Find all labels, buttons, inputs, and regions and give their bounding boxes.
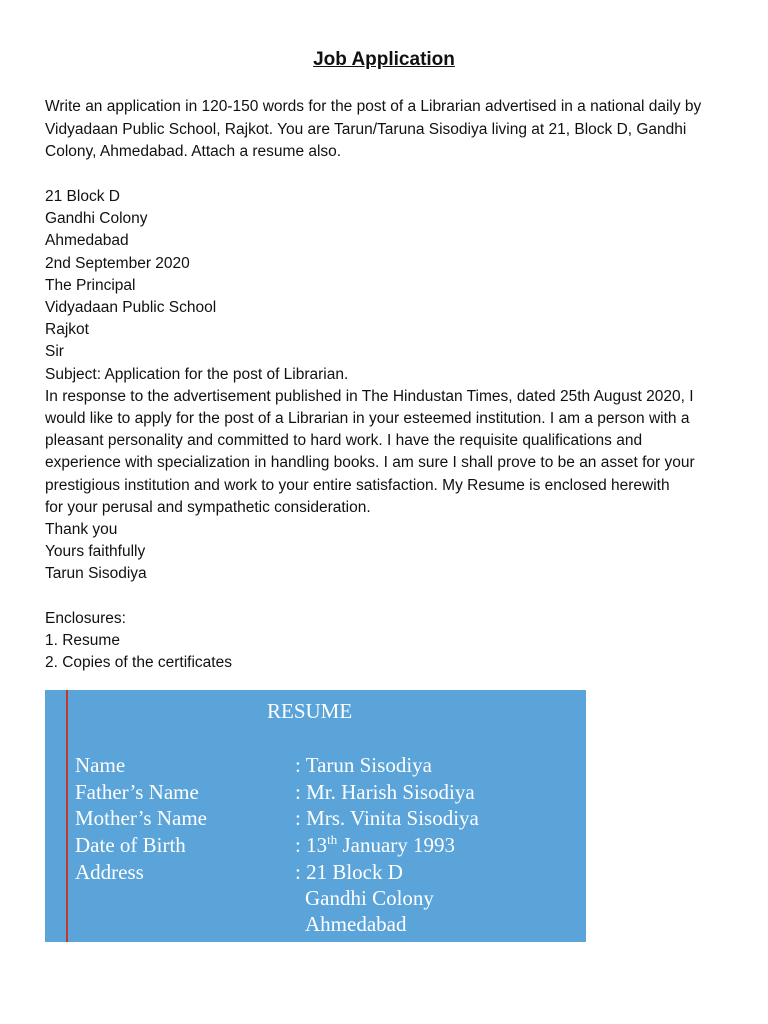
spacer <box>45 586 735 608</box>
letter-body-line: for your perusal and sympathetic consideration. <box>45 498 371 516</box>
enclosure-item: 2. Copies of the certificates <box>45 654 232 672</box>
resume-value: : Tarun Sisodiya <box>295 753 432 777</box>
resume-label: Name <box>75 753 126 777</box>
closing-line: Yours faithfully <box>45 543 146 561</box>
resume-label: Mother’s Name <box>75 806 207 830</box>
signature-name: Tarun Sisodiya <box>45 565 147 583</box>
address-continuation: Gandhi Colony <box>305 886 434 910</box>
resume-label: Father’s Name <box>75 780 199 804</box>
dob-suffix: January 1993 <box>337 833 456 857</box>
resume-image <box>45 690 586 942</box>
sender-address-line: Ahmedabad <box>45 232 129 250</box>
address-continuation: Ahmedabad <box>305 912 407 936</box>
sender-address-line: 21 Block D <box>45 188 120 205</box>
resume-label: Date of Birth <box>75 833 186 857</box>
resume-value: : Mr. Harish Sisodiya <box>295 780 475 804</box>
recipient-line: Vidyadaan Public School <box>45 299 217 317</box>
application-letter <box>45 186 735 674</box>
letter-body-line: prestigious institution and work to your entire satisfaction. My Resume is enclosed herewith <box>45 476 670 494</box>
enclosure-item: 1. Resume <box>45 632 120 650</box>
recipient-line: The Principal <box>45 276 136 294</box>
sender-address-line: Gandhi Colony <box>45 210 148 228</box>
resume-label: Address <box>75 860 144 884</box>
letter-body-line: pleasant personality and committed to hard work. I have the requisite qualifications and <box>45 432 643 450</box>
recipient-line: Rajkot <box>45 321 89 339</box>
margin-line <box>66 690 68 942</box>
enclosures-heading: Enclosures: <box>45 609 126 627</box>
thanks-line: Thank you <box>45 521 118 539</box>
resume-value: : Mrs. Vinita Sisodiya <box>295 806 479 830</box>
question-prompt: Write an application in 120-150 words for the post of a Librarian advertised in a national daily by Vidyadaan Public School, Rajkot. You are Tarun/Taruna Sisodiya living at 21, Block D, Gandhi Colony, Ahmedabad. Attach a resume also. <box>45 98 702 160</box>
resume-value: : 21 Block D <box>295 860 403 884</box>
resume-heading: RESUME <box>267 699 353 723</box>
page-title: Job Application <box>313 49 455 70</box>
letter-date: 2nd September 2020 <box>45 254 190 272</box>
dob-superscript: th <box>327 832 338 847</box>
subject-line: Subject: Application for the post of Librarian. <box>45 365 349 383</box>
letter-body-line: In response to the advertisement published in The Hindustan Times, dated 25th August 2020, I <box>45 387 694 405</box>
letter-body-line: would like to apply for the post of a Librarian in your esteemed institution. I am a person with a <box>45 410 690 428</box>
dob-prefix: : 13 <box>295 833 328 857</box>
resume-value <box>295 833 455 858</box>
salutation: Sir <box>45 343 64 361</box>
letter-body-line: experience with specialization in handling books. I am sure I shall prove to be an asset for your <box>45 454 695 472</box>
